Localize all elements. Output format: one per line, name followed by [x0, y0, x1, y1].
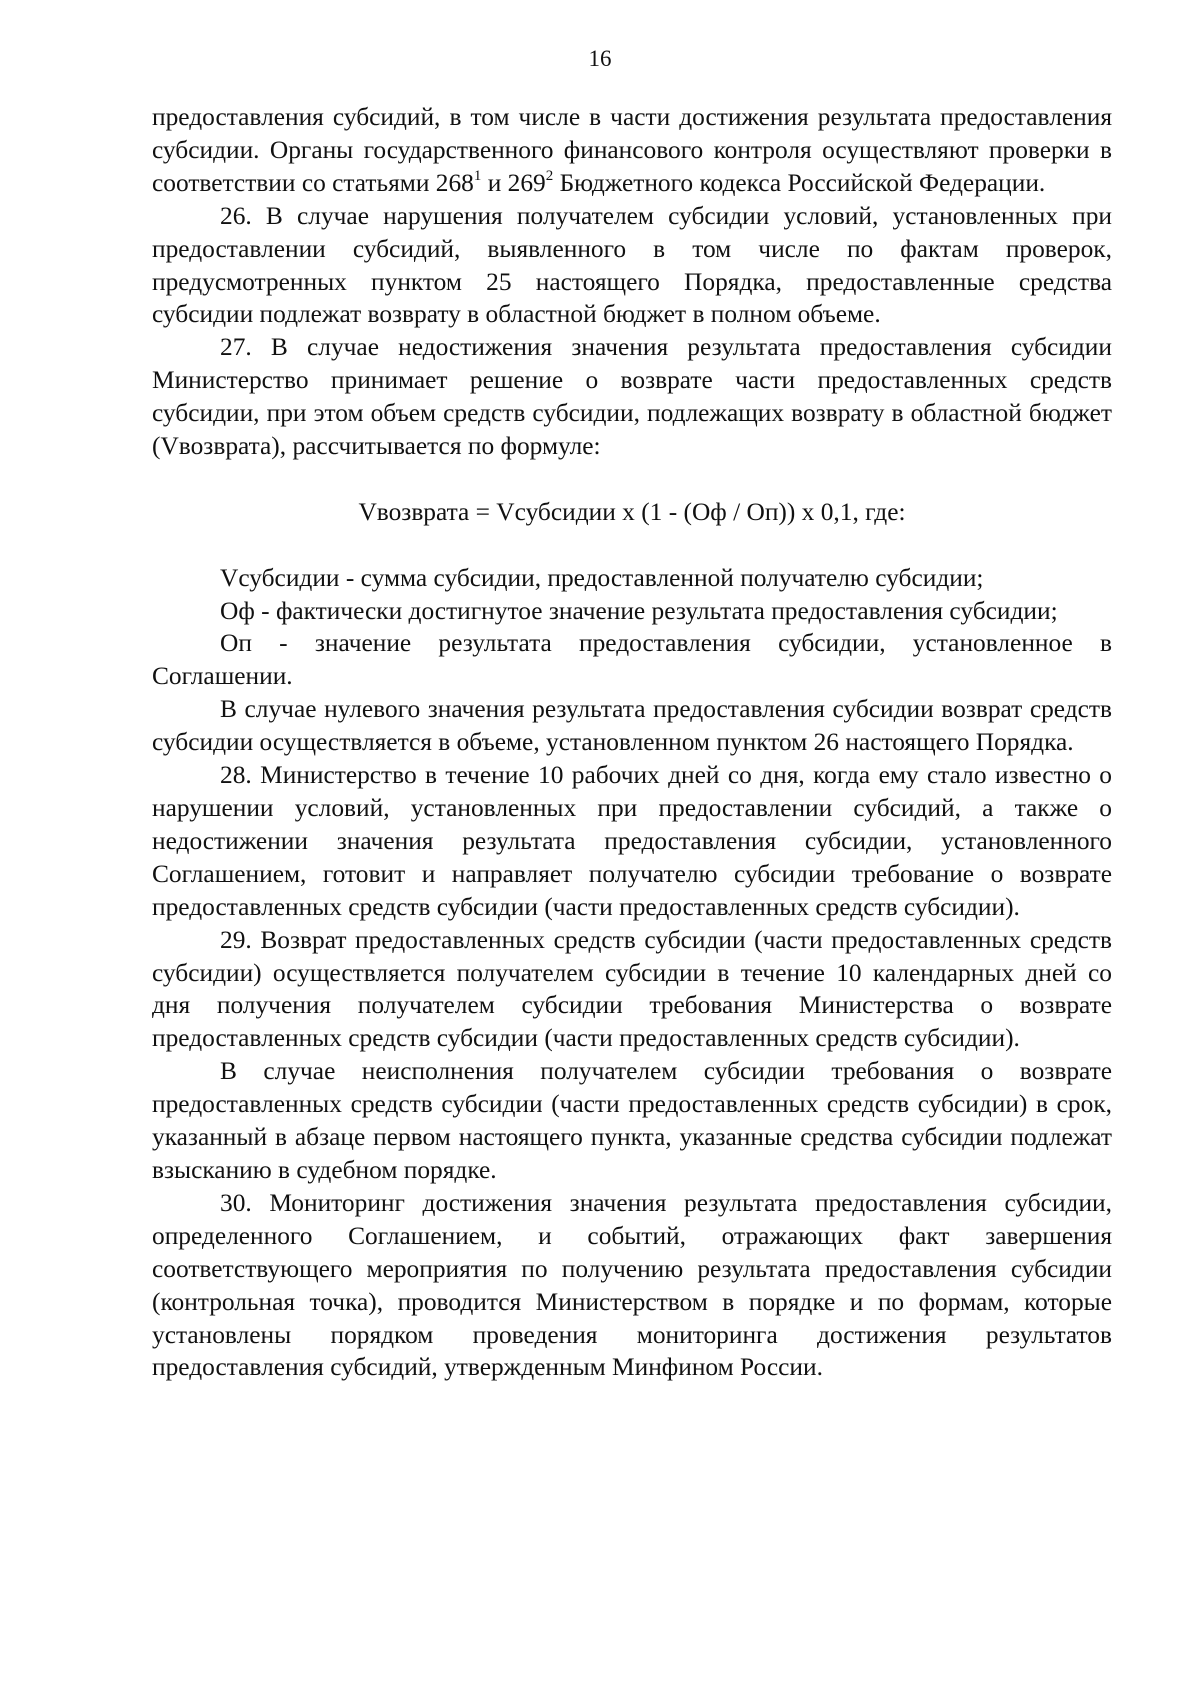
paragraph-continuation-text-2: и 269	[481, 168, 546, 197]
definition-of: Оф - фактически достигнутое значение результата предоставления субсидии;	[220, 596, 1058, 625]
paragraph-continuation-text: предоставления субсидий, в том числе в части достижения результата предоставления субсидии. Органы государственного финансового контроля осуществляют проверки в соответствии со статьями 268	[152, 103, 1112, 197]
paragraph-29-non-execution: В случае неисполнения получателем субсидии требования о возврате предоставленных средств субсидии (части предоставленных средств субсидии) в срок, указанный в абзаце первом настоящего пункта, указанные средства субсидии подлежат взысканию в судебном порядке.	[152, 1057, 1112, 1184]
document-body	[152, 101, 1112, 1384]
superscript-1: 1	[473, 168, 482, 185]
definition-op: Оп - значение результата предоставления субсидии, установленное в Соглашении.	[152, 629, 1112, 691]
paragraph-27-zero-value: В случае нулевого значения результата предоставления субсидии возврат средств субсидии осуществляется в объеме, установленном пунктом 26 настоящего Порядка.	[152, 695, 1112, 757]
superscript-2: 2	[545, 168, 554, 185]
paragraph-28: 28. Министерство в течение 10 рабочих дней со дня, когда ему стало известно о нарушении условий, установленных при предоставлении субсидий, а также о недостижении значения результата предоставления субсидии, установленного Соглашением, готовит и направляет получателю субсидии требование о возврате предоставленных средств субсидии (части предоставленных средств субсидии).	[152, 761, 1112, 921]
paragraph-26: 26. В случае нарушения получателем субсидии условий, установленных при предоставлении субсидий, выявленного в том числе по фактам проверок, предусмотренных пунктом 25 настоящего Порядка, предоставленные средства субсидии подлежат возврату в областной бюджет в полном объеме.	[152, 201, 1112, 329]
definition-v-subsidy: Vсубсидии - сумма субсидии, предоставленной получателю субсидии;	[220, 563, 984, 592]
formula: Vвозврата = Vсубсидии x (1 - (Оф / Оп)) x 0,1, где:	[358, 497, 906, 526]
paragraph-29: 29. Возврат предоставленных средств субсидии (части предоставленных средств субсидии) осуществляется получателем субсидии в течение 10 календарных дней со дня получения получателем субсидии требования Министерства о возврате предоставленных средств субсидии (части предоставленных средств субсидии).	[152, 925, 1112, 1053]
paragraph-continuation	[152, 101, 1112, 200]
paragraph-27: 27. В случае недостижения значения результата предоставления субсидии Министерство принимает решение о возврате части предоставленных средств субсидии, при этом объем средств субсидии, подлежащих возврату в областной бюджет (Vвозврата), рассчитывается по формуле:	[152, 333, 1112, 461]
paragraph-continuation-text-3: Бюджетного кодекса Российской Федерации.	[553, 168, 1046, 197]
page-number: 16	[588, 46, 612, 71]
paragraph-30: 30. Мониторинг достижения значения результата предоставления субсидии, определенного Соглашением, и событий, отражающих факт завершения соответствующего мероприятия по получению результата предоставления субсидии (контрольная точка), проводится Министерством в порядке и по формам, которые установлены порядком проведения мониторинга достижения результатов предоставления субсидий, утвержденным Минфином России.	[152, 1188, 1112, 1382]
